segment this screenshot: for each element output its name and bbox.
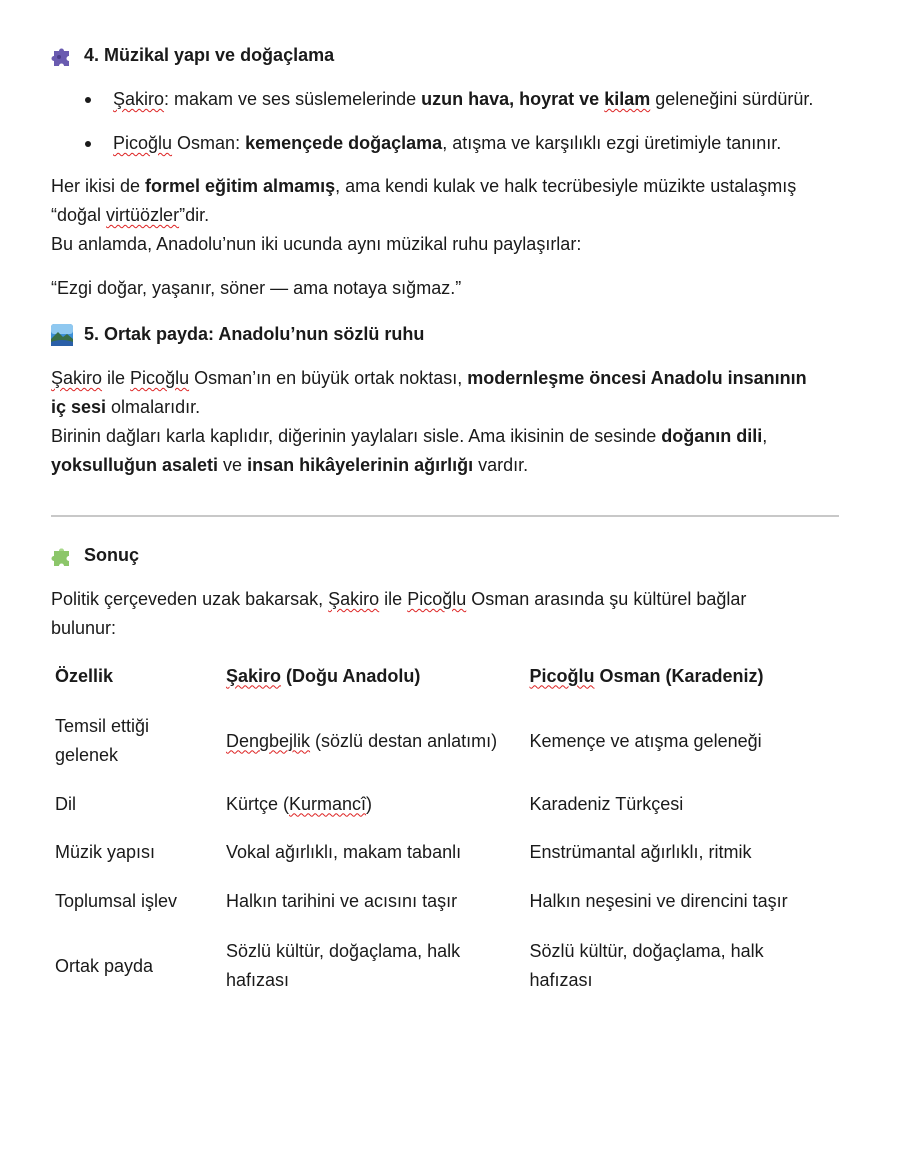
table-row xyxy=(51,700,841,782)
horizontal-divider xyxy=(51,515,839,517)
table-cell: Toplumsal işlev xyxy=(55,890,178,911)
table-cell: Sözlü kültür, doğaçlama, halk hafızası xyxy=(529,941,764,990)
comparison-table xyxy=(51,652,841,1009)
table-row xyxy=(51,923,841,1009)
table-cell: Dengbejlik (sözlü destan anlatımı) xyxy=(225,730,498,751)
table-cell: Dil xyxy=(55,793,76,814)
puzzle-piece-icon xyxy=(51,45,73,67)
section-4-heading: 4. Müzikal yapı ve doğaçlama xyxy=(51,41,334,70)
table-cell: Sözlü kültür, doğaçlama, halk hafızası xyxy=(225,941,461,990)
section-5-heading: 5. Ortak payda: Anadolu’nun sözlü ruhu xyxy=(51,320,424,349)
quote: “Ezgi doğar, yaşanır, söner — ama notaya sığmaz.” xyxy=(51,278,462,298)
paragraph: Politik çerçeveden uzak bakarsak, Şakiro ile Picoğlu Osman arasında şu kültürel bağlar bulunur: xyxy=(51,589,747,638)
table-cell: Müzik yapısı xyxy=(55,842,156,862)
landscape-icon xyxy=(51,324,73,346)
table-row xyxy=(51,879,841,923)
list-item: Şakiro: makam ve ses süslemelerinde uzun hava, hoyrat ve kilam geleneğini sürdürür. xyxy=(51,85,851,129)
puzzle-piece-green-icon xyxy=(51,545,73,567)
conclusion-heading: Sonuç xyxy=(51,541,139,570)
table-cell: Karadeniz Türkçesi xyxy=(529,793,684,814)
table-cell: Vokal ağırlıklı, makam tabanlı xyxy=(225,842,462,862)
list-item: Picoğlu Osman: kemençede doğaçlama, atışma ve karşılıklı ezgi üretimiyle tanınır. xyxy=(51,129,851,173)
table-header-cell: Şakiro (Doğu Anadolu) xyxy=(225,665,421,686)
paragraph: Her ikisi de formel eğitim almamış, ama kendi kulak ve halk tecrübesiyle müzikte ustalaşmış “doğal virtüözler”dir. Bu anlamda, Anadolu’nun iki ucunda aynı müzikal ruhu paylaşırlar: xyxy=(51,176,797,254)
table-row xyxy=(51,826,841,879)
table-cell: Temsil ettiği gelenek xyxy=(55,716,150,765)
table-cell: Ortak payda xyxy=(55,955,154,976)
table-cell: Halkın neşesini ve direncini taşır xyxy=(529,890,788,911)
table-cell: Halkın tarihini ve acısını taşır xyxy=(225,890,458,911)
paragraph: Şakiro ile Picoğlu Osman’ın en büyük ortak noktası, modernleşme öncesi Anadolu insanının iç sesi olmalarıdır. Birinin dağları karla kaplıdır, diğerinin yaylaları sisle. Ama ikisinin de sesinde doğanın dili, yoksulluğun asaleti ve insan hikâyelerinin ağırlığı vardır. xyxy=(51,368,807,475)
table-header-cell: Özellik xyxy=(55,665,114,686)
table-header-cell: Picoğlu Osman (Karadeniz) xyxy=(529,665,764,686)
table-row xyxy=(51,782,841,826)
table-header-row xyxy=(51,652,841,700)
table-cell: Enstrümantal ağırlıklı, ritmik xyxy=(529,842,752,862)
table-cell: Kürtçe (Kurmancî) xyxy=(225,793,373,814)
table-cell: Kemençe ve atışma geleneği xyxy=(529,730,762,751)
section-4-bullets xyxy=(51,85,851,173)
